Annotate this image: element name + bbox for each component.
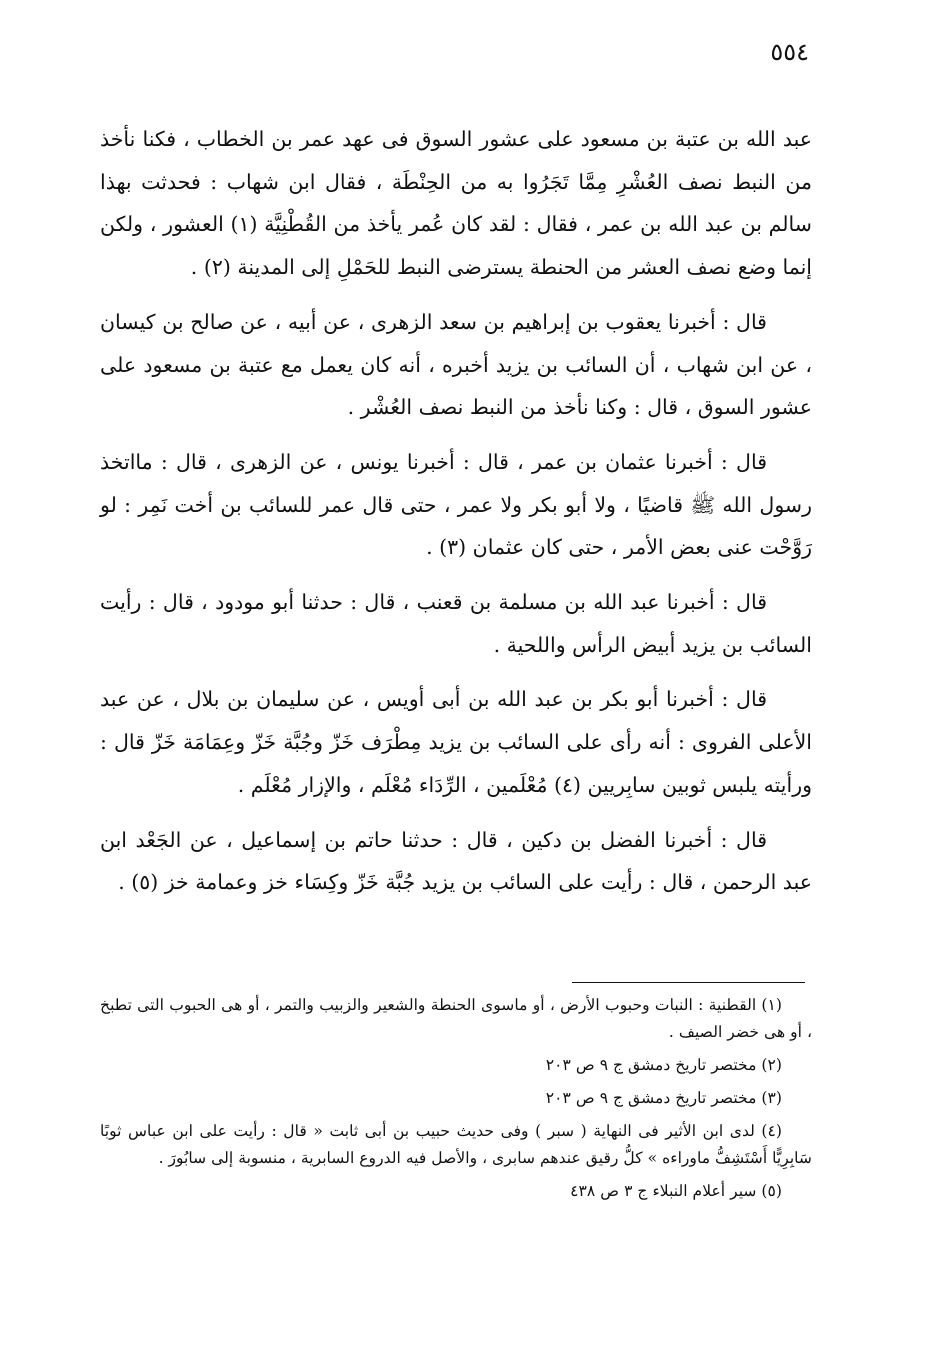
footnote-1: (١) القطنية : النبات وحبوب الأرض ، أو ماسوى الحنطة والشعير والزبيب والتمر ، أو هى الحبوب التى تطبخ ، أو هى خضر الصيف . <box>100 996 812 1041</box>
footnotes <box>100 992 812 1211</box>
paragraph-1: عبد الله بن عتبة بن مسعود على عشور السوق فى عهد عمر بن الخطاب ، فكنا نأخذ من النبط نصف العُشْرِ مِمَّا تَجَرُوا به من الحِنْطَة ، فقال ابن شهاب : فحدثت بهذا سالم بن عبد الله بن عمر ، فقال : لقد كان عُمر يأخذ من القُطْنِيَّة (١) العشور ، ولكن إنما وضع نصف العشر من الحنطة يسترضى النبط للحَمْلِ إلى المدينة (٢) . <box>100 127 812 280</box>
footnote-2: (٢) مختصر تاريخ دمشق ج ٩ ص ٢٠٣ <box>545 1056 782 1074</box>
footnote-5: (٥) سير أعلام النبلاء ج ٣ ص ٤٣٨ <box>570 1182 782 1200</box>
main-text <box>100 118 812 916</box>
page-number: ٥٥٤ <box>770 38 809 66</box>
paragraph-3: قال : أخبرنا عثمان بن عمر ، قال : أخبرنا يونس ، عن الزهرى ، قال : مااتخذ رسول الله ﷺ قاضيًا ، ولا أبو بكر ولا عمر ، حتى قال عمر للسائب بن أخت نَمِر : لو رَوَّحْت عنى بعض الأمر ، حتى كان عثمان (٣) . <box>100 449 812 560</box>
paragraph-2: قال : أخبرنا يعقوب بن إبراهيم بن سعد الزهرى ، عن أبيه ، عن صالح بن كيسان ، عن ابن شهاب ، أن السائب بن يزيد أخبره ، أنه كان يعمل مع عتبة بن مسعود على عشور السوق ، قال : وكنا نأخذ من النبط نصف العُشْر . <box>100 309 812 420</box>
footnote-3: (٣) مختصر تاريخ دمشق ج ٩ ص ٢٠٣ <box>545 1089 782 1107</box>
paragraph-5: قال : أخبرنا أبو بكر بن عبد الله بن أبى أويس ، عن سليمان بن بلال ، عن عبد الأعلى الفروى : أنه رأى على السائب بن يزيد مِطْرَف خَزّ وجُبَّة خَزّ وعِمَامَة خَزّ قال : ورأيته يلبس ثوبين سابِريين (٤) مُعْلَمين ، الرِّدَاء مُعْلَم ، والإزار مُعْلَم . <box>100 687 812 797</box>
footnote-separator <box>572 982 805 983</box>
paragraph-6: قال : أخبرنا الفضل بن دكين ، قال : حدثنا حاتم بن إسماعيل ، عن الجَعْد ابن عبد الرحمن ، قال : رأيت على السائب بن يزيد جُبَّة خَزّ وكِسَاء خز وعمامة خز (٥) . <box>100 827 812 895</box>
footnote-4: (٤) لدى ابن الأثير فى النهاية ( سبر ) وفى حديث حبيب بن أبى ثابت « قال : رأيت على ابن عباس ثوبًا سَابِرِيًّا أَسْتَشِفُّ ماوراءه » كلُّ رقيق عندهم سابرى ، والأصل فيه الدروع السابرية ، منسوبة إلى سابُورَ . <box>100 1122 812 1167</box>
paragraph-4: قال : أخبرنا عبد الله بن مسلمة بن قعنب ، قال : حدثنا أبو مودود ، قال : رأيت السائب بن يزيد أبيض الرأس واللحية . <box>100 590 812 657</box>
